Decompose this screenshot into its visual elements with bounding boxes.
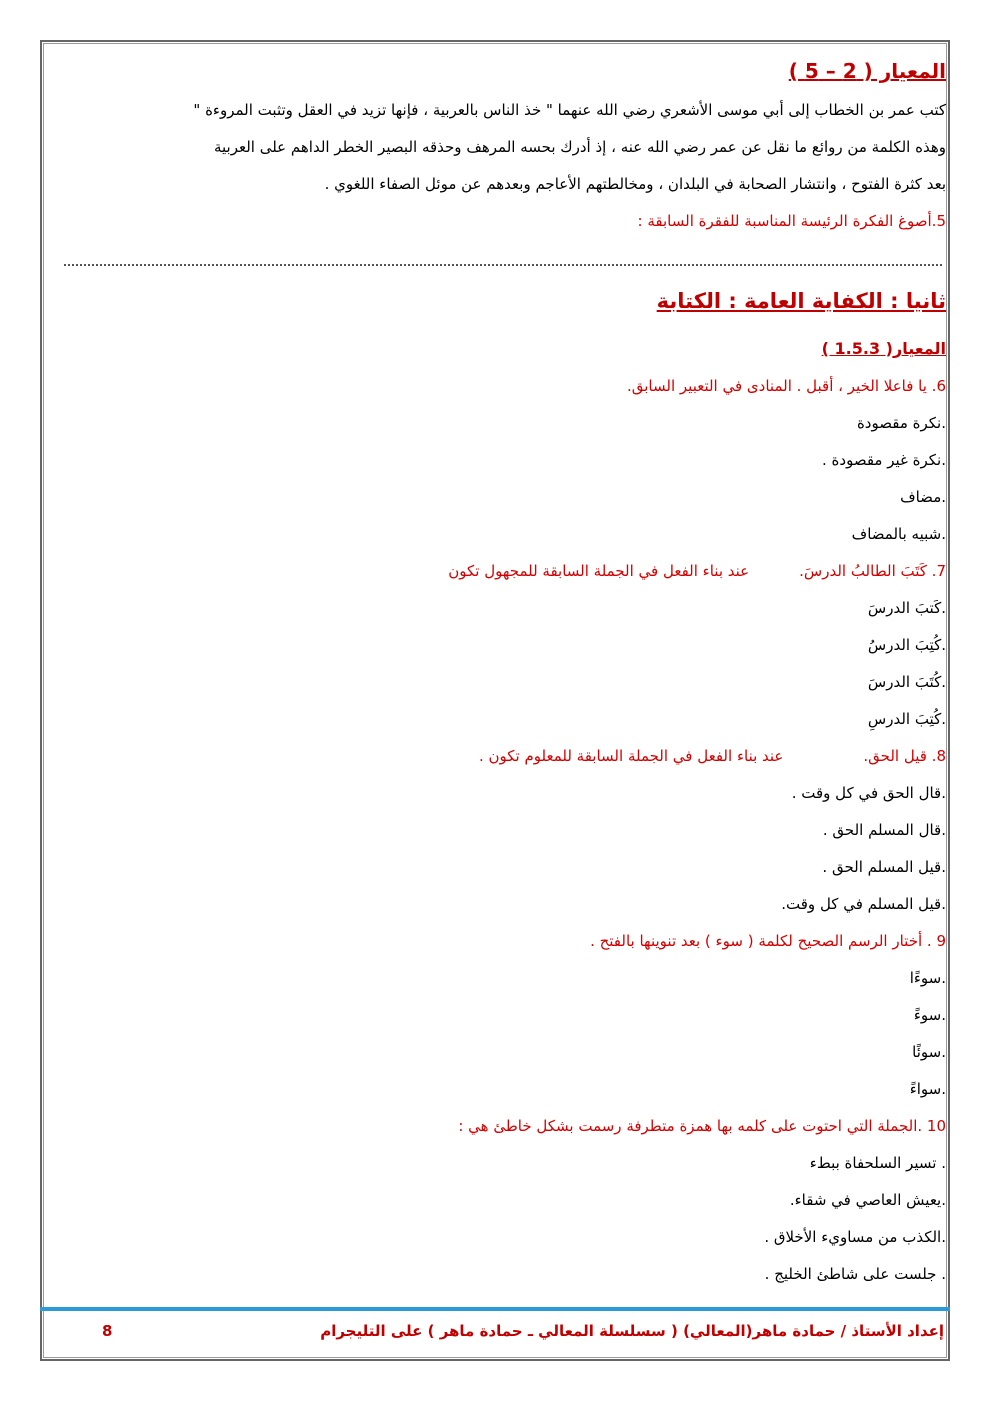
q9-option-4[interactable]: .سواءً xyxy=(909,1080,946,1098)
footer-credit: إعداد الأستاذ / حمادة ماهر(المعالي) ( سسلسلة المعالي ـ حمادة ماهر ) على التليجرام xyxy=(320,1322,944,1340)
q9-option-3[interactable]: .سوئًا xyxy=(912,1043,946,1061)
q9-option-1[interactable]: .سوءًا xyxy=(909,969,946,987)
document-body xyxy=(62,50,946,1293)
passage-line: بعد كثرة الفتوح ، وانتشار الصحابة في البلدان ، ومخالطتهم الأعاجم وبعدهم عن موئل الصفاء اللغوي . xyxy=(324,175,946,193)
q6-option-3[interactable]: .مضاف xyxy=(900,488,946,506)
q8-option-3[interactable]: .قيل المسلم الحق . xyxy=(822,858,946,876)
q8-option-2[interactable]: .قال المسلم الحق . xyxy=(822,821,946,839)
q7-option-4[interactable]: .كُتِبَ الدرسِ xyxy=(867,710,946,728)
standard-title-2: المعيار( 1.5.3 ) xyxy=(821,339,946,358)
q8-option-4[interactable]: .قيل المسلم في كل وقت. xyxy=(781,895,946,913)
q6-option-2[interactable]: .نكرة غير مقصودة . xyxy=(822,451,946,469)
q6-option-1[interactable]: .نكرة مقصودة xyxy=(856,414,946,432)
footer-divider xyxy=(40,1307,950,1311)
question-7 xyxy=(62,553,946,590)
question-5: 5.أصوغ الفكرة الرئيسة المناسبة للفقرة السابقة : xyxy=(637,212,946,230)
section-title-writing: ثانيا : الكفاية العامة : الكتابة xyxy=(656,289,946,313)
footer xyxy=(60,1316,944,1346)
passage-line: كتب عمر بن الخطاب إلى أبي موسى الأشعري رضي الله عنهما " خذ الناس بالعربية ، فإنها تزيد في العقل وتثبت المروءة " xyxy=(193,101,946,119)
question-6: 6. يا فاعلا الخير ، أقبل . المنادى في التعبير السابق. xyxy=(626,377,946,395)
q7-option-1[interactable]: .كَتبَ الدرسَ xyxy=(867,599,946,617)
answer-dotted-line xyxy=(64,244,942,266)
standard-title-1: المعيار ( 2 – 5 ) xyxy=(788,59,946,83)
question-8 xyxy=(62,738,946,775)
passage-line: وهذه الكلمة من روائع ما نقل عن عمر رضي الله عنه ، إذ أدرك بحسه المرهف وحذقه البصير الخطر الداهم على العربية xyxy=(213,138,946,156)
q10-option-4[interactable]: . جلست على شاطئ الخليج . xyxy=(764,1265,946,1283)
q7-instruction: عند بناء الفعل في الجملة السابقة للمجهول تكون xyxy=(448,562,750,580)
question-9: 9 . أختار الرسم الصحيح لكلمة ( سوء ) بعد تنوينها بالفتح . xyxy=(590,932,946,950)
q6-option-4[interactable]: .شبيه بالمضاف xyxy=(851,525,946,543)
q9-option-2[interactable]: .سوءً xyxy=(913,1006,946,1024)
question-10: 10 .الجملة التي احتوت على كلمه بها همزة متطرفة رسمت بشكل خاطئ هي : xyxy=(458,1117,946,1135)
q10-option-2[interactable]: .يعيش العاصي في شقاء. xyxy=(789,1191,946,1209)
q7-option-2[interactable]: .كُتِبَ الدرسُ xyxy=(867,636,946,654)
q10-option-3[interactable]: .الكذب من مساويء الأخلاق . xyxy=(764,1228,946,1246)
q8-sentence: 8. قيل الحق. xyxy=(863,747,946,765)
q10-option-1[interactable]: . تسير السلحفاة ببطء xyxy=(809,1154,946,1172)
page-number: 8 xyxy=(102,1322,113,1340)
reading-passage xyxy=(62,92,946,203)
q8-option-1[interactable]: .قال الحق في كل وقت . xyxy=(791,784,946,802)
q7-option-3[interactable]: .كُتَبَ الدرسَ xyxy=(867,673,946,691)
q7-sentence: 7. كَتَبَ الطالبُ الدرسَ. xyxy=(799,562,946,580)
q8-instruction: عند بناء الفعل في الجملة السابقة للمعلوم تكون . xyxy=(478,747,784,765)
